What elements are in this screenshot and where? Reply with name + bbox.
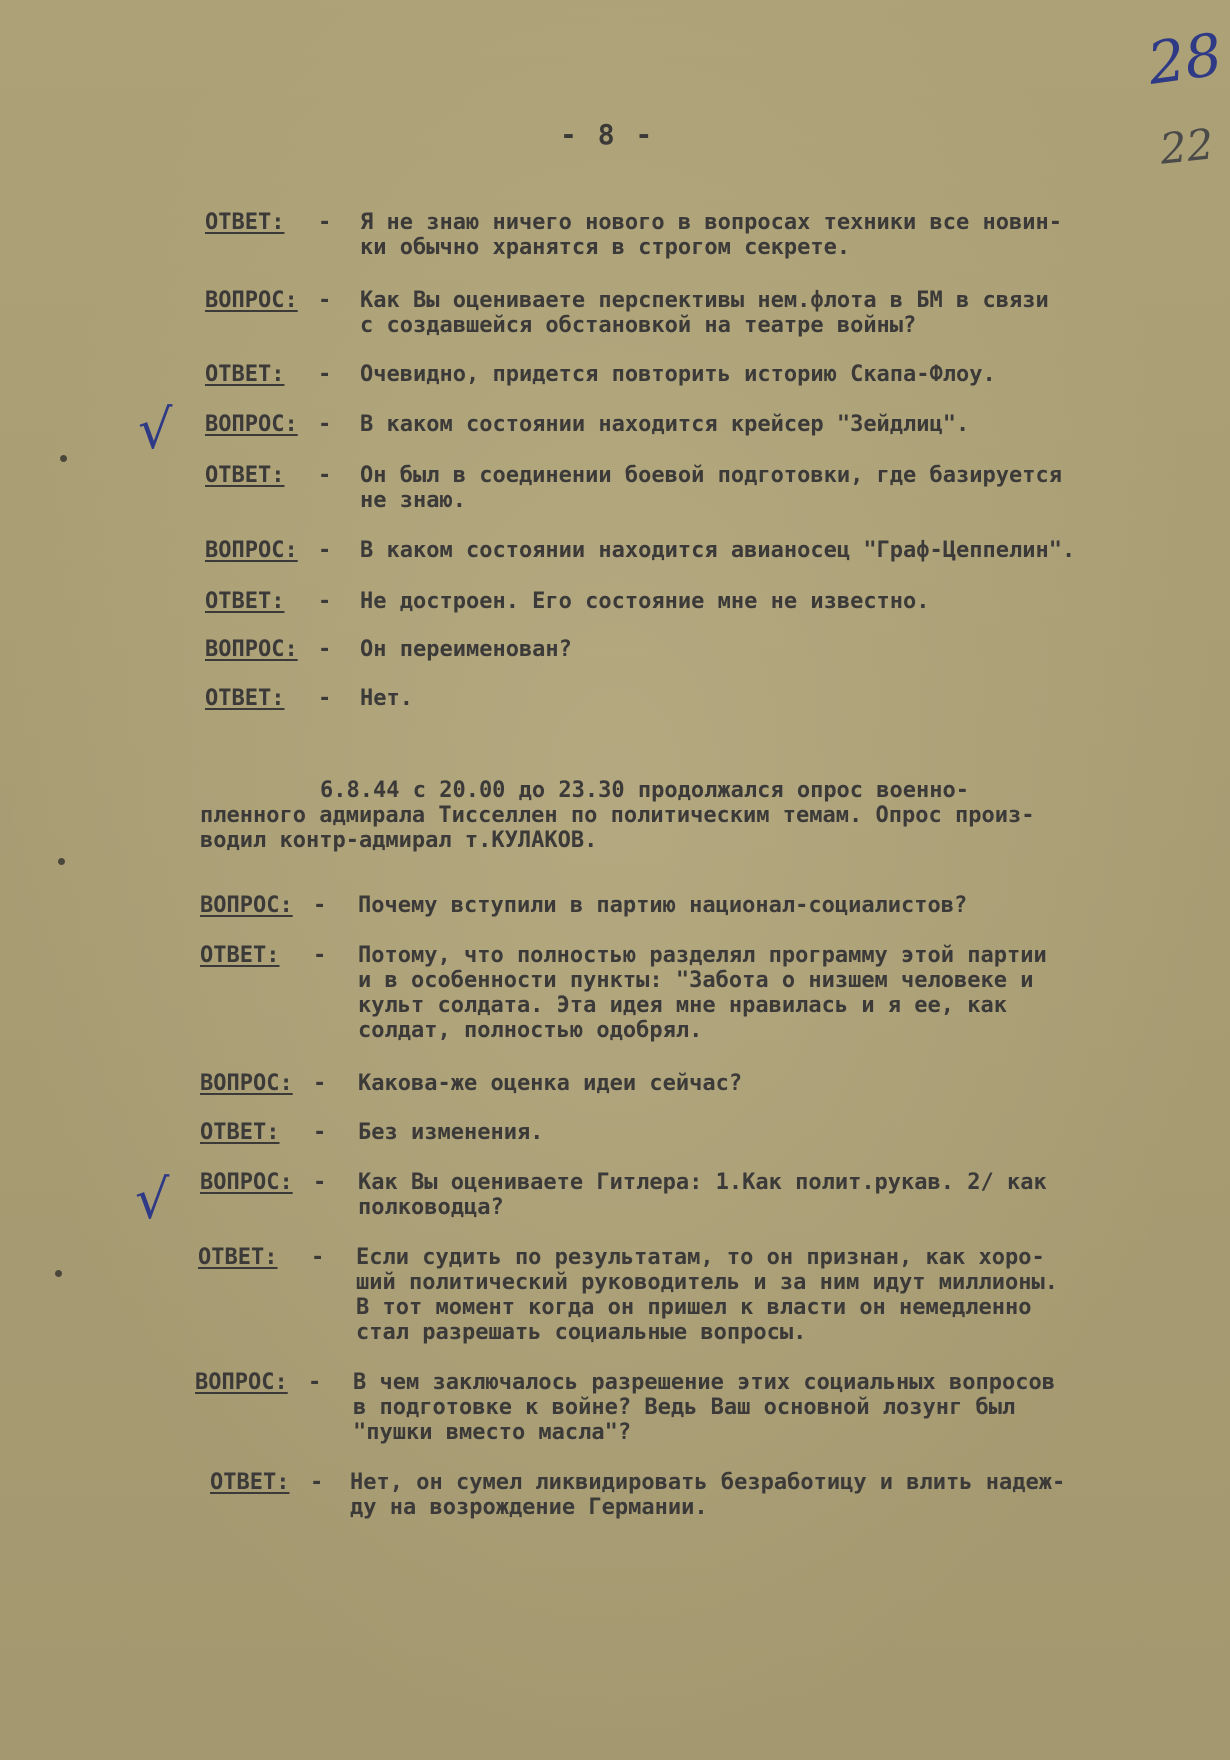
speaker-label: ВОПРОС: (205, 637, 298, 662)
speaker-label: ВОПРОС: (205, 288, 298, 313)
punch-hole (55, 1270, 62, 1277)
speaker-label: ОТВЕТ: (200, 1120, 280, 1145)
separator-dash: - (308, 1370, 322, 1395)
separator-dash: - (313, 943, 327, 968)
separator-dash: - (313, 1120, 327, 1145)
speaker-label: ОТВЕТ: (205, 686, 285, 711)
speaker-label: ВОПРОС: (200, 893, 293, 918)
qa-text: Какова-же оценка идеи сейчас? (358, 1071, 743, 1096)
qa-text: Без изменения. (358, 1120, 544, 1145)
speaker-label: ОТВЕТ: (205, 362, 285, 387)
separator-dash: - (318, 210, 332, 235)
separator-dash: - (313, 1170, 327, 1195)
speaker-label: ОТВЕТ: (198, 1245, 278, 1270)
page-number: - 8 - (560, 118, 655, 151)
separator-dash: - (318, 686, 332, 711)
separator-dash: - (310, 1470, 324, 1495)
qa-text: Я не знаю ничего нового в вопросах техники все новин- ки обычно хранятся в строгом секрете. (360, 210, 1062, 260)
qa-text: Если судить по результатам, то он признан, как хоро- ший политический руководитель и за ним идут миллионы. В тот момент когда он пришел к власти он немедленно стал разрешать социальные вопросы. (356, 1245, 1058, 1345)
qa-text: Как Вы оцениваете Гитлера: 1.Как полит.рукав. 2/ как полководца? (358, 1170, 1047, 1220)
checkmark-icon: √ (138, 398, 173, 461)
speaker-label: ОТВЕТ: (200, 943, 280, 968)
checkmark-icon: √ (135, 1168, 170, 1231)
separator-dash: - (318, 637, 332, 662)
qa-text: В чем заключалось разрешение этих социальных вопросов в подготовке к войне? Ведь Ваш основной лозунг был "пушки вместо масла"? (353, 1370, 1055, 1445)
separator-dash: - (318, 362, 332, 387)
intro-paragraph: 6.8.44 с 20.00 до 23.30 продолжался опрос военно- пленного адмирала Тисселлен по политическим темам. Опрос произ- водил контр-адмирал т.КУЛАКОВ. (200, 778, 1035, 853)
separator-dash: - (318, 538, 332, 563)
separator-dash: - (311, 1245, 325, 1270)
speaker-label: ВОПРОС: (205, 412, 298, 437)
qa-text: Не достроен. Его состояние мне не известно. (360, 589, 930, 614)
speaker-label: ОТВЕТ: (205, 589, 285, 614)
speaker-label: ОТВЕТ: (205, 210, 285, 235)
punch-hole (58, 858, 65, 865)
punch-hole (60, 455, 67, 462)
separator-dash: - (313, 893, 327, 918)
separator-dash: - (313, 1071, 327, 1096)
qa-text: Почему вступили в партию национал-социалистов? (358, 893, 968, 918)
qa-text: Потому, что полностью разделял программу этой партии и в особенности пункты: "Забота о низшем человеке и культ солдата. Эта идея мне нравилась и я ее, как солдат, полностью одобрял. (358, 943, 1047, 1043)
qa-text: Он был в соединении боевой подготовки, где базируется не знаю. (360, 463, 1062, 513)
handwritten-page-number: 22 (1157, 119, 1216, 174)
qa-text: Он переименован? (360, 637, 572, 662)
separator-dash: - (318, 412, 332, 437)
qa-text: Нет, он сумел ликвидировать безработицу и влить надеж- ду на возрождение Германии. (350, 1470, 1066, 1520)
qa-text: В каком состоянии находится авианосец "Граф-Цеппелин". (360, 538, 1076, 563)
speaker-label: ОТВЕТ: (205, 463, 285, 488)
separator-dash: - (318, 589, 332, 614)
separator-dash: - (318, 463, 332, 488)
speaker-label: ОТВЕТ: (210, 1470, 290, 1495)
speaker-label: ВОПРОС: (200, 1071, 293, 1096)
separator-dash: - (318, 288, 332, 313)
speaker-label: ВОПРОС: (195, 1370, 288, 1395)
qa-text: Нет. (360, 686, 413, 711)
qa-text: В каком состоянии находится крейсер "Зейдлиц". (360, 412, 970, 437)
speaker-label: ВОПРОС: (205, 538, 298, 563)
handwritten-archive-number: 28 (1143, 20, 1227, 98)
qa-text: Как Вы оцениваете перспективы нем.флота в БМ в связи с создавшейся обстановкой на театре войны? (360, 288, 1049, 338)
speaker-label: ВОПРОС: (200, 1170, 293, 1195)
qa-text: Очевидно, придется повторить историю Скапа-Флоу. (360, 362, 996, 387)
